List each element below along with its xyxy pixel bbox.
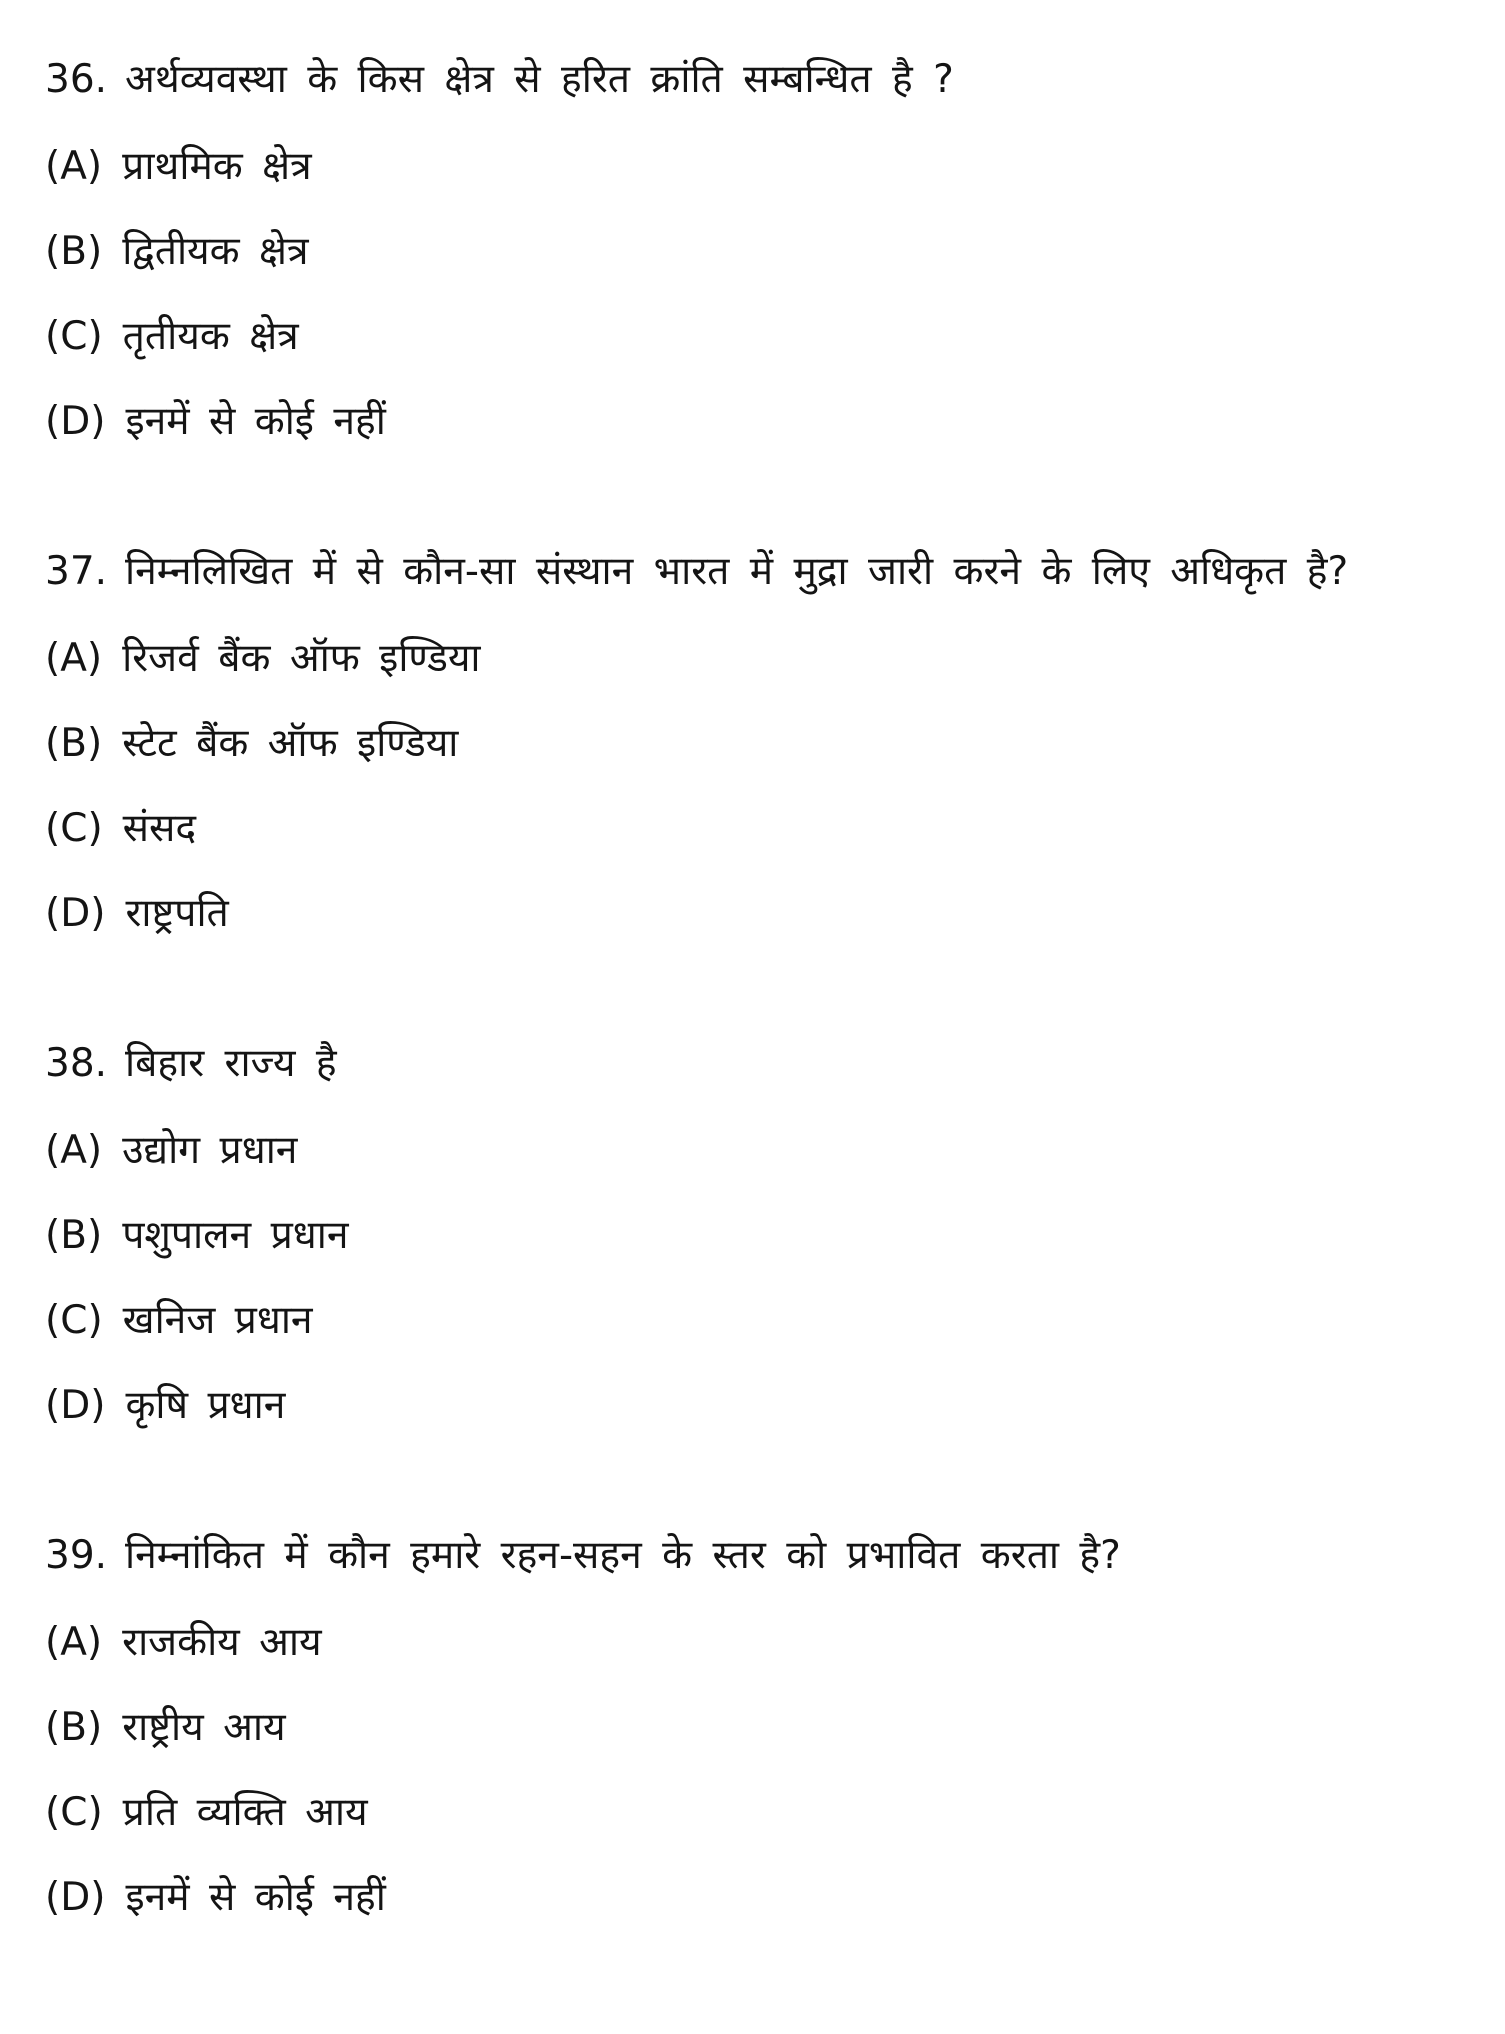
option-label: (A): [45, 1620, 103, 1665]
option-b: [45, 209, 1465, 294]
option-label: (C): [45, 806, 103, 851]
option-label: (B): [45, 1705, 103, 1750]
option-text: इनमें से कोई नहीं: [125, 1875, 386, 1920]
option-text: पशुपालन प्रधान: [122, 1213, 349, 1258]
question-number: 36.: [45, 57, 108, 102]
option-label: (D): [45, 399, 106, 444]
option-a: [45, 616, 1465, 701]
option-c: [45, 1278, 1465, 1363]
option-label: (C): [45, 314, 103, 359]
option-text: कृषि प्रधान: [125, 1383, 286, 1428]
option-d: [45, 379, 1465, 464]
question-text: [45, 1520, 1465, 1592]
question-36: [45, 44, 1465, 464]
option-b: [45, 701, 1465, 786]
question-38: [45, 1028, 1465, 1448]
option-a: [45, 1600, 1465, 1685]
option-label: (A): [45, 1128, 103, 1173]
option-label: (D): [45, 891, 106, 936]
question-number: 38.: [45, 1041, 108, 1086]
option-d: [45, 1363, 1465, 1448]
option-c: [45, 1770, 1465, 1855]
option-label: (C): [45, 1298, 103, 1343]
option-text: स्टेट बैंक ऑफ इण्डिया: [122, 721, 459, 766]
question-body: अर्थव्यवस्था के किस क्षेत्र से हरित क्रांति सम्बन्धित है ?: [125, 57, 954, 102]
option-label: (B): [45, 721, 103, 766]
option-d: [45, 871, 1465, 956]
option-label: (B): [45, 229, 103, 274]
option-text: तृतीयक क्षेत्र: [122, 314, 299, 359]
option-c: [45, 294, 1465, 379]
option-b: [45, 1685, 1465, 1770]
option-text: संसद: [122, 806, 197, 851]
option-text: रिजर्व बैंक ऑफ इण्डिया: [122, 636, 481, 681]
option-a: [45, 124, 1465, 209]
option-text: राष्ट्रीय आय: [122, 1705, 286, 1750]
option-a: [45, 1108, 1465, 1193]
question-39: [45, 1520, 1465, 1940]
question-body: बिहार राज्य है: [125, 1041, 337, 1086]
question-text: [45, 44, 1465, 116]
question-body: निम्नलिखित में से कौन-सा संस्थान भारत में मुद्रा जारी करने के लिए अधिकृत है?: [125, 549, 1349, 594]
question-37: [45, 536, 1465, 956]
option-label: (A): [45, 144, 103, 189]
option-b: [45, 1193, 1465, 1278]
option-text: द्वितीयक क्षेत्र: [122, 229, 309, 274]
option-text: प्राथमिक क्षेत्र: [122, 144, 312, 189]
question-number: 37.: [45, 549, 108, 594]
option-text: उद्योग प्रधान: [122, 1128, 298, 1173]
option-label: (D): [45, 1383, 106, 1428]
option-label: (A): [45, 636, 103, 681]
option-text: खनिज प्रधान: [122, 1298, 313, 1343]
option-label: (C): [45, 1790, 103, 1835]
option-text: राष्ट्रपति: [125, 891, 229, 936]
question-text: [45, 536, 1465, 608]
option-text: प्रति व्यक्ति आय: [122, 1790, 368, 1835]
question-number: 39.: [45, 1533, 108, 1578]
option-text: इनमें से कोई नहीं: [125, 399, 386, 444]
question-text: [45, 1028, 1465, 1100]
question-body: निम्नांकित में कौन हमारे रहन-सहन के स्तर को प्रभावित करता है?: [125, 1533, 1121, 1578]
option-d: [45, 1855, 1465, 1940]
option-c: [45, 786, 1465, 871]
option-label: (D): [45, 1875, 106, 1920]
option-label: (B): [45, 1213, 103, 1258]
option-text: राजकीय आय: [122, 1620, 322, 1665]
